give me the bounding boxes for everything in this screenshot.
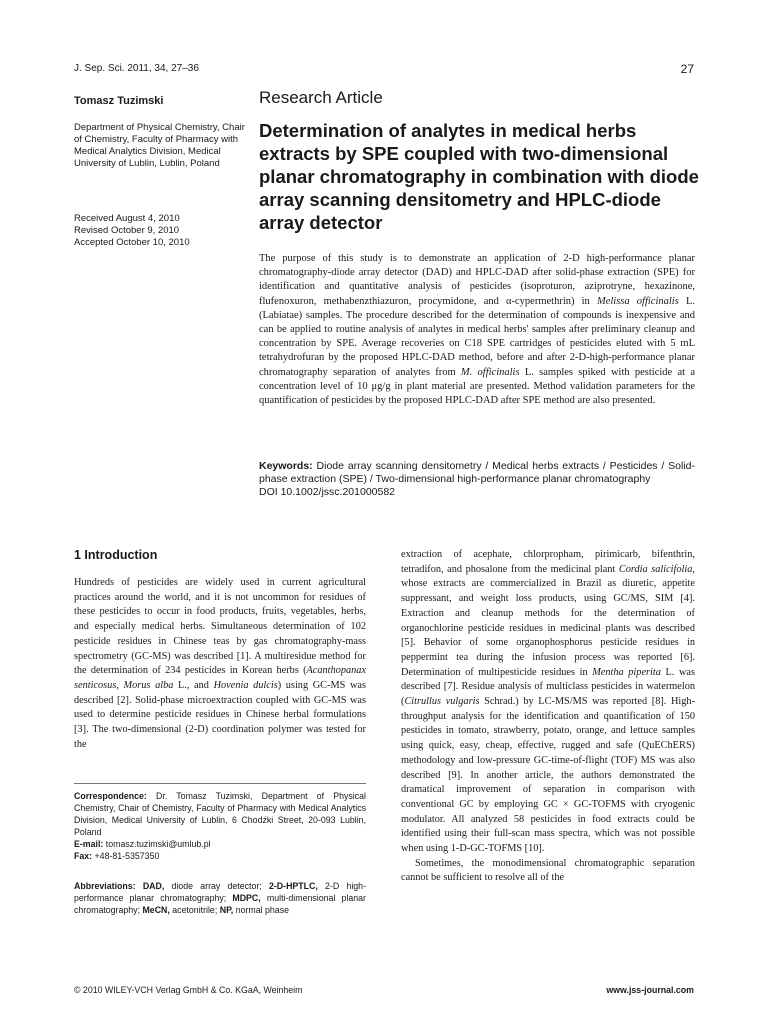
email-label: E-mail: — [74, 839, 104, 849]
abstract — [259, 252, 695, 408]
keywords-label: Keywords: — [259, 460, 313, 472]
fax-number: +48-81-5357350 — [92, 851, 160, 861]
footnote-divider — [74, 783, 366, 784]
accepted-date: Accepted October 10, 2010 — [74, 237, 190, 248]
article-title: Determination of analytes in medical herbs extracts by SPE coupled with two-dimensional planar chromatography in combination with diode array scanning densitometry and HPLC-diode array detector — [259, 120, 699, 233]
body-text: Schrad.) by LC-MS/MS was reported [8]. High-throughput analysis for the identification and quantification of 150 pesticides in tomato, strawberry, potato, orange, and lettuce samples using quick, easy, cheap, effective, rugged and safe (QuEChERS) methodology and low-pressure GC-time-of-flight (TOF) MS was also described [9]. In another article, the authors demonstrated the dramatical improvement of separation in comparison with conventional GC by employing GC × GC-TOFMS with cryogenic modulator. All analyzed 58 pesticides in food extracts could be identified using their full-scan mass spectra, which was not possible when using 1-D-GC-TOFMS [10]. — [401, 696, 696, 855]
correspondence-note — [74, 790, 366, 862]
species-name: Acanthopanax senticosus, Morus alba — [74, 665, 366, 691]
abbreviation-term: DAD, — [142, 881, 165, 891]
keywords-text: Diode array scanning densitometry / Medical herbs extracts / Pesticides / Solid-phase extraction (SPE) / Two-dimensional high-performance planar chromatography — [259, 460, 695, 485]
keywords — [259, 460, 695, 499]
abbreviation-def: acetonitrile; — [169, 905, 220, 916]
paragraph — [401, 548, 695, 857]
page-number: 27 — [680, 62, 694, 76]
received-date: Received August 4, 2010 — [74, 213, 180, 224]
species-name: Cordia salicifolia — [618, 563, 693, 575]
abbreviation-term: MeCN, — [142, 905, 170, 916]
journal-website-link[interactable]: www.jss-journal.com — [606, 985, 694, 995]
species-name: Citrullus vulgaris — [404, 696, 480, 708]
correspondence-text: Dr. Tomasz Tuzimski, Department of Physical Chemistry, Chair of Chemistry, Faculty of Pharmacy with Medical Analytics Division, Medical University of Lublin, 6 Chodźki Street, 20-093 Lublin, Poland — [74, 791, 366, 837]
abstract-species: Melissa officinalis — [596, 295, 679, 307]
species-name: Hovenia dulcis — [213, 679, 278, 691]
abbreviations-label: Abbreviations: — [74, 881, 136, 891]
abbreviation-def: diode array detector; — [164, 881, 269, 891]
journal-reference: J. Sep. Sci. 2011, 34, 27–36 — [74, 63, 199, 74]
body-column-right — [401, 548, 695, 886]
paragraph — [74, 576, 366, 752]
body-text: Hundreds of pesticides are widely used in current agricultural practices around the world, and it is not uncommon for residues of these pesticides to occur in food products, fruits, vegetables, herbs, and especially medical herbs. Simultaneous determination of 102 pesticide residues in Chinese teas by gas chromatography-mass spectrometry (GC-MS) was described [1]. A multiresidue method for the determination of 234 pesticides in Korean herbs ( — [74, 577, 366, 677]
abbreviation-def: normal phase — [233, 905, 289, 916]
body-text: , whose extracts are commercialized in Brazil as diuretic, appetite suppressant, and weight loss products, using GC/MS, SIM [4]. Extraction and cleanup methods for the determination of organochlorine pesticide residues in medicinal plants was described [5]. Behavior of some organophosphorus pesticide residues in peppermint tea during the infusion process was reported [6]. Determination of multipesticide residues in — [401, 563, 695, 678]
abbreviations-note — [74, 880, 366, 917]
abstract-text: L. (Labiatae) samples. The procedure described for the determination of compounds is inexpensive and can be applied to routine analysis of analytes in medical herbs' samples after preliminary cleanup and concentration by SPE. Average recoveries on C18 SPE cartridges of pesticides eluted with 5 mL tetrahydrofuran by the proposed HPLC-DAD method, before and after 2-D-high-performance planar chromatography separation of analytes from — [259, 295, 695, 378]
body-text: ) using GC-MS was described [2]. Solid-phase microextraction coupled with GC-MS was used to determine pesticide residues in Chinese herbal formulations [3]. The two-dimensional (2-D) coordination polymer was tested for the — [74, 679, 366, 750]
revised-date: Revised October 9, 2010 — [74, 225, 180, 236]
abbreviation-term: 2-D-HPTLC, — [268, 881, 318, 891]
doi-link[interactable]: DOI 10.1002/jssc.201000582 — [259, 486, 396, 498]
author-name: Tomasz Tuzimski — [74, 95, 164, 107]
body-text: L. was described [7]. Residue analysis of multiclass pesticides in watermelon ( — [401, 666, 696, 708]
species-name: Mentha piperita — [592, 666, 661, 678]
abstract-species: M. officinalis — [460, 366, 520, 378]
email-address[interactable]: tomasz.tuzimski@umlub.pl — [103, 839, 211, 849]
article-type: Research Article — [259, 88, 383, 107]
abbreviation-def: multi-dimensional planar chromatography; — [74, 893, 366, 916]
article-history — [74, 213, 246, 249]
abbreviation-term: MDPC, — [232, 893, 261, 904]
abbreviation-def: 2-D high-performance planar chromatography; — [74, 881, 366, 904]
paragraph: Sometimes, the monodimensional chromatographic separation cannot be sufficient to resolve all of the — [401, 857, 695, 884]
section-heading: 1 Introduction — [74, 548, 158, 562]
author-affiliation: Department of Physical Chemistry, Chair of Chemistry, Faculty of Pharmacy with Medical Analytics Division, Medical University of Lublin, Lublin, Poland — [74, 122, 245, 169]
abstract-text: L. samples spiked with pesticide at a concentration level of 10 μg/g in plant material are presented. Method validation parameters for the quantification of pesticides by the proposed HPLC-DAD after SPE method are also presented. — [259, 366, 695, 407]
body-column-left — [74, 576, 366, 752]
body-text: L., and — [173, 679, 214, 691]
copyright-notice: © 2010 WILEY-VCH Verlag GmbH & Co. KGaA, Weinheim — [74, 985, 303, 995]
abbreviation-term: NP, — [219, 905, 234, 916]
abstract-text: The purpose of this study is to demonstrate an application of 2-D high-performance planar chromatography-diode array detector (DAD) and HPLC-DAD after solid-phase extraction (SPE) for identification and quantitative analysis of pesticides (isoproturon, aziprotryne, hexazinone, flufenoxuron, methabenzthiazuron, procymidone, and α-cypermethrin) in — [259, 253, 695, 307]
fax-label: Fax: — [74, 851, 93, 861]
body-text: extraction of acephate, chlorpropham, pirimicarb, bifenthrin, tetradifon, and phosalone from the medicinal plant — [401, 549, 695, 575]
correspondence-label: Correspondence: — [74, 791, 147, 801]
